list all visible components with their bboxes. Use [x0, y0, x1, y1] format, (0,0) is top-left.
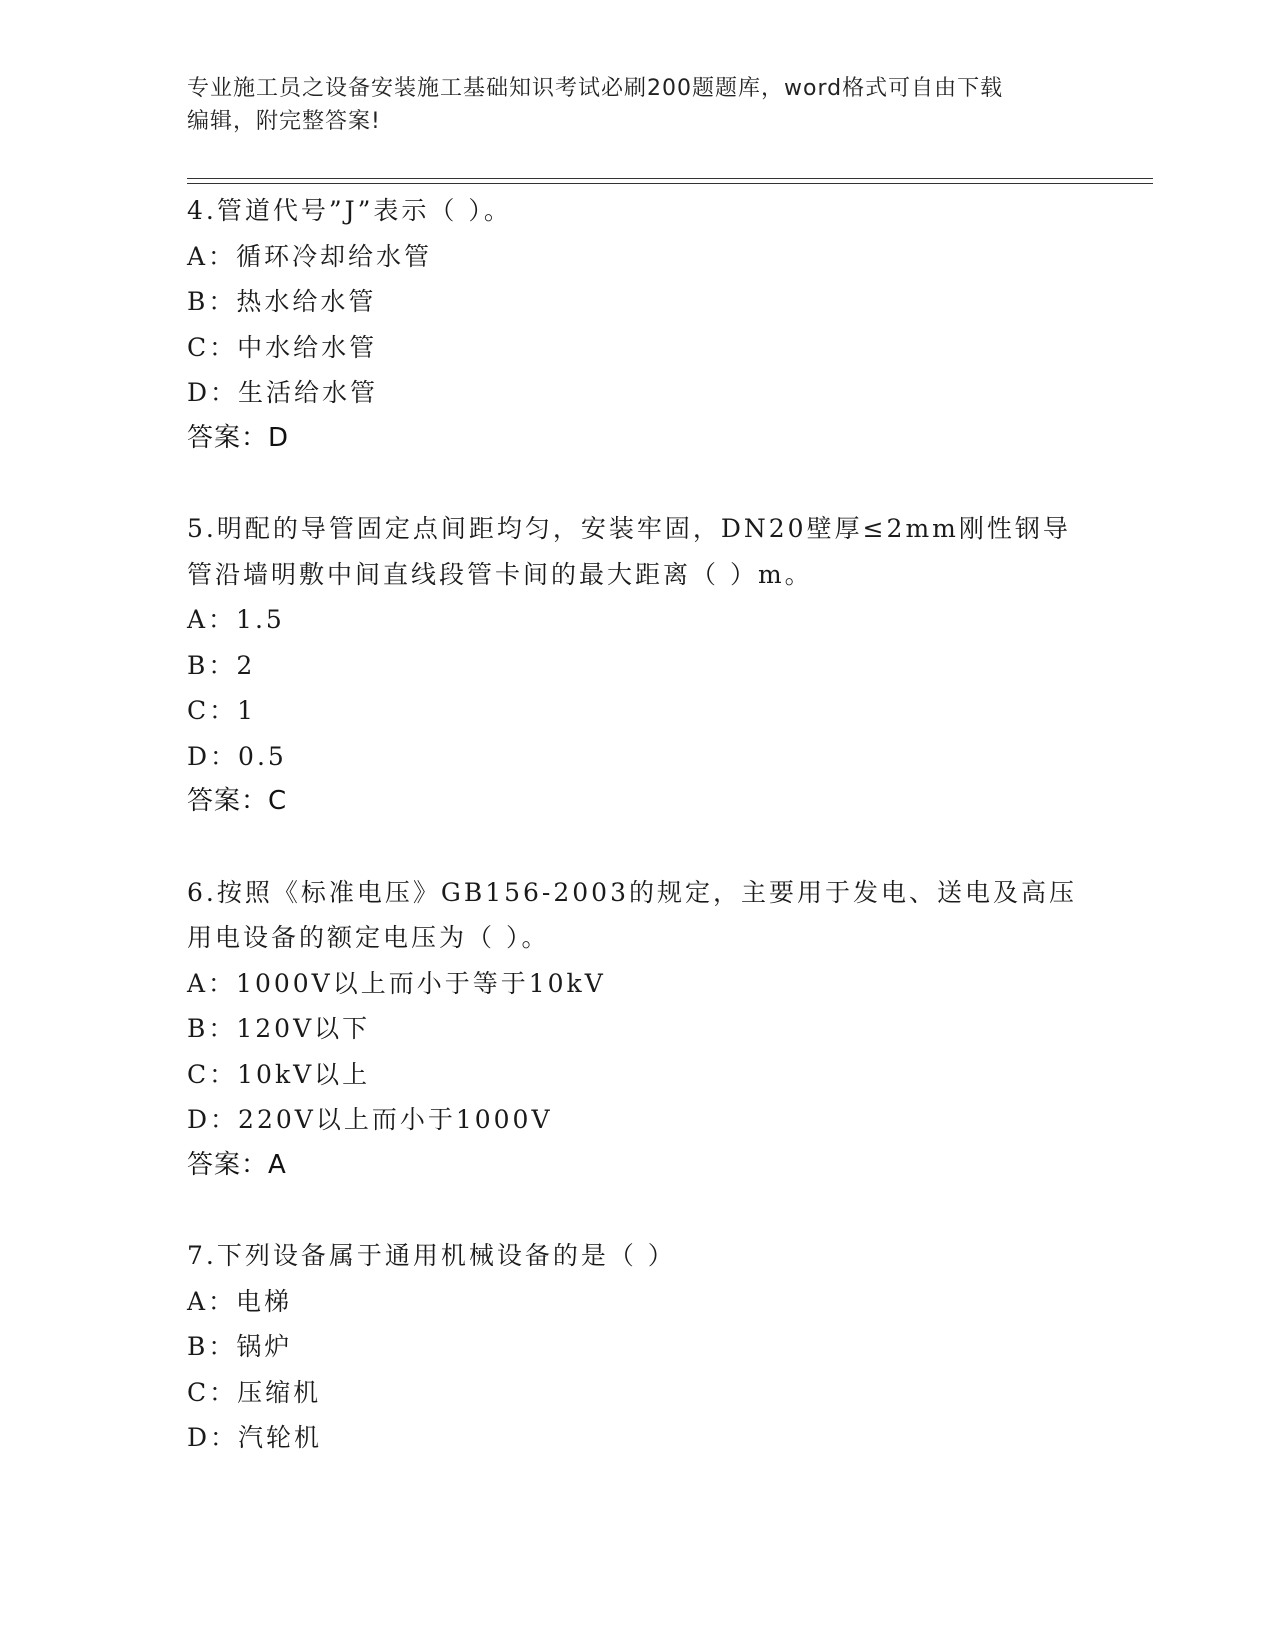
- question-stem: 5.明配的导管固定点间距均匀，安装牢固，DN20壁厚≤2mm刚性钢导: [187, 514, 1071, 543]
- option-d: D：汽轮机: [187, 1423, 323, 1452]
- question-4: [187, 188, 1087, 461]
- option-c: C：10kV以上: [187, 1059, 371, 1089]
- question-7: [187, 1233, 1087, 1461]
- question-stem-continued: 管沿墙明敷中间直线段管卡间的最大距离（ ）m。: [187, 559, 813, 589]
- option-d: D：220V以上而小于1000V: [187, 1105, 553, 1134]
- question-spacer: [187, 825, 1087, 870]
- question-stem: 6.按照《标准电压》GB156-2003的规定，主要用于发电、送电及高压: [187, 877, 1077, 907]
- option-b: B：120V以下: [187, 1014, 371, 1043]
- option-d: D：生活给水管: [187, 378, 379, 407]
- question-list: [187, 188, 1087, 1461]
- header-title-line-2: 编辑，附完整答案!: [187, 109, 381, 134]
- question-5: [187, 506, 1087, 825]
- option-d: D：0.5: [187, 741, 287, 771]
- option-a: A：循环冷却给水管: [187, 241, 433, 271]
- option-c: C：压缩机: [187, 1377, 322, 1407]
- option-b: B：2: [187, 650, 256, 680]
- document-header: [187, 72, 1067, 138]
- question-6: [187, 870, 1087, 1189]
- header-divider-bottom: [187, 183, 1153, 184]
- header-title-line-1: 专业施工员之设备安装施工基础知识考试必刷200题题库，word格式可自由下载: [187, 76, 1004, 101]
- option-a: A：电梯: [187, 1286, 293, 1316]
- option-c: C：中水给水管: [187, 332, 378, 362]
- question-spacer: [187, 461, 1087, 506]
- answer-line: 答案：C: [187, 786, 288, 816]
- answer-line: 答案：D: [187, 422, 290, 453]
- header-divider-top: [187, 178, 1153, 179]
- question-spacer: [187, 1188, 1087, 1233]
- question-stem-continued: 用电设备的额定电压为（ ）。: [187, 923, 550, 952]
- option-b: B：锅炉: [187, 1332, 293, 1361]
- option-a: A：1000V以上而小于等于10kV: [187, 968, 606, 998]
- option-c: C：1: [187, 696, 257, 725]
- question-stem: 7.下列设备属于通用机械设备的是（ ）: [187, 1241, 676, 1270]
- answer-line: 答案：A: [187, 1149, 287, 1180]
- question-stem: 4.管道代号”J”表示（ ）。: [187, 196, 512, 225]
- option-a: A：1.5: [187, 605, 285, 634]
- option-b: B：热水给水管: [187, 287, 377, 316]
